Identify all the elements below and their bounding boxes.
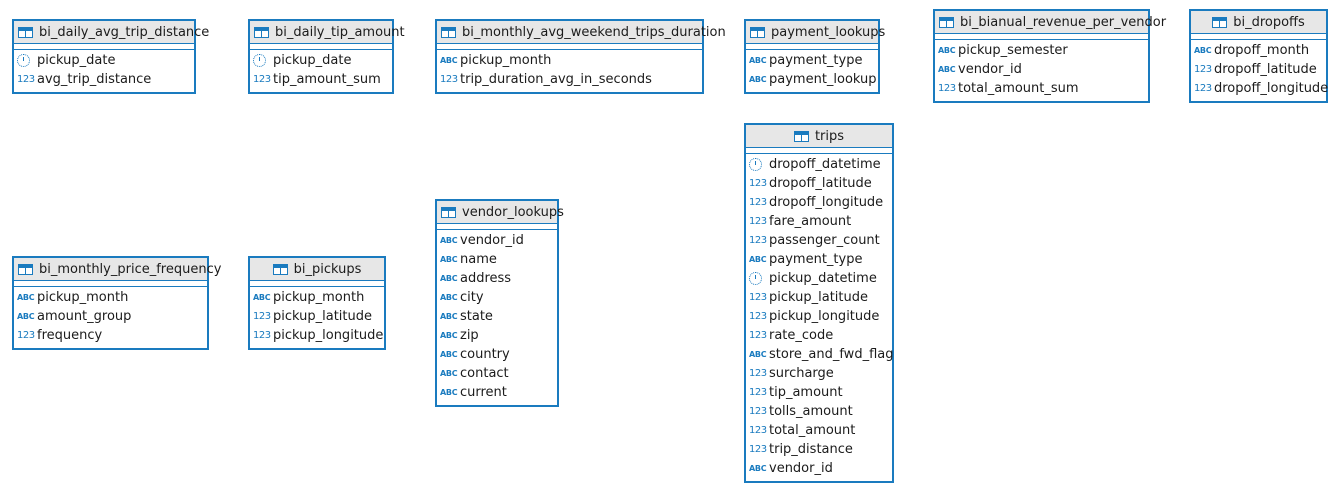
column-name: payment_type bbox=[769, 53, 863, 68]
column-list bbox=[935, 40, 1148, 101]
clock-icon bbox=[253, 54, 266, 67]
column-row[interactable] bbox=[746, 364, 892, 383]
column-row[interactable] bbox=[746, 383, 892, 402]
column-row[interactable] bbox=[746, 269, 892, 288]
datetime-type-icon bbox=[17, 54, 35, 67]
numeric-type-icon: 123 bbox=[17, 74, 35, 85]
text-type-icon: ABC bbox=[938, 46, 956, 55]
column-name: contact bbox=[460, 366, 509, 381]
column-name: tip_amount_sum bbox=[273, 72, 381, 87]
numeric-type-icon: 123 bbox=[749, 197, 767, 208]
column-row[interactable] bbox=[746, 421, 892, 440]
numeric-type-icon: 123 bbox=[938, 83, 956, 94]
column-row[interactable] bbox=[250, 326, 384, 345]
table-title: payment_lookups bbox=[771, 24, 886, 40]
column-name: dropoff_latitude bbox=[1214, 62, 1317, 77]
text-type-icon: ABC bbox=[440, 293, 458, 302]
column-row[interactable] bbox=[437, 51, 702, 70]
column-name: trip_duration_avg_in_seconds bbox=[460, 72, 652, 87]
entity-table-bi-dropoffs[interactable] bbox=[1189, 9, 1328, 103]
column-list bbox=[1191, 40, 1329, 101]
column-row[interactable] bbox=[746, 250, 892, 269]
column-row[interactable] bbox=[250, 70, 392, 89]
column-name: vendor_id bbox=[460, 233, 524, 248]
numeric-type-icon: 123 bbox=[749, 178, 767, 189]
column-list bbox=[437, 230, 557, 405]
text-type-icon: ABC bbox=[440, 350, 458, 359]
column-name: store_and_fwd_flag bbox=[769, 347, 894, 362]
column-row[interactable] bbox=[250, 288, 384, 307]
entity-table-bi-bianual-revenue-per-vendor[interactable] bbox=[933, 9, 1167, 103]
column-name: pickup_date bbox=[273, 53, 352, 68]
column-row[interactable] bbox=[746, 155, 892, 174]
column-name: trip_distance bbox=[769, 442, 853, 457]
numeric-type-icon: 123 bbox=[1194, 83, 1212, 94]
column-name: country bbox=[460, 347, 510, 362]
column-name: dropoff_longitude bbox=[769, 195, 884, 210]
numeric-type-icon: 123 bbox=[749, 444, 767, 455]
entity-table-bi-monthly-avg-weekend-trips-duration[interactable] bbox=[435, 19, 726, 94]
column-row[interactable] bbox=[437, 250, 557, 269]
numeric-type-icon: 123 bbox=[749, 330, 767, 341]
column-row[interactable] bbox=[437, 269, 557, 288]
column-name: address bbox=[460, 271, 512, 286]
column-name: payment_type bbox=[769, 252, 863, 267]
column-list bbox=[250, 50, 392, 92]
entity-table-bi-daily-tip-amount[interactable] bbox=[248, 19, 405, 94]
column-row[interactable] bbox=[746, 212, 892, 231]
column-name: amount_group bbox=[37, 309, 132, 324]
table-icon bbox=[794, 131, 809, 142]
column-row[interactable] bbox=[746, 459, 892, 478]
clock-icon bbox=[749, 158, 762, 171]
numeric-type-icon: 123 bbox=[749, 425, 767, 436]
numeric-type-icon: 123 bbox=[1194, 64, 1212, 75]
text-type-icon: ABC bbox=[440, 236, 458, 245]
numeric-type-icon: 123 bbox=[749, 216, 767, 227]
column-name: state bbox=[460, 309, 493, 324]
text-type-icon: ABC bbox=[749, 464, 767, 473]
entity-table-vendor-lookups[interactable] bbox=[435, 199, 564, 407]
text-type-icon: ABC bbox=[440, 312, 458, 321]
table-title: bi_pickups bbox=[293, 261, 362, 277]
column-name: pickup_semester bbox=[958, 43, 1068, 58]
column-row[interactable] bbox=[746, 288, 892, 307]
column-list bbox=[746, 50, 878, 92]
table-title: bi_monthly_avg_weekend_trips_duration bbox=[462, 24, 726, 40]
entity-table-bi-daily-avg-trip-distance[interactable] bbox=[12, 19, 210, 94]
column-name: pickup_datetime bbox=[769, 271, 877, 286]
table-title: bi_bianual_revenue_per_vendor bbox=[960, 14, 1167, 30]
text-type-icon: ABC bbox=[440, 331, 458, 340]
column-name: dropoff_longitude bbox=[1214, 81, 1329, 96]
column-row[interactable] bbox=[437, 364, 557, 383]
text-type-icon: ABC bbox=[440, 274, 458, 283]
column-row[interactable] bbox=[746, 402, 892, 421]
entity-table-bi-pickups[interactable] bbox=[248, 256, 386, 350]
numeric-type-icon: 123 bbox=[253, 330, 271, 341]
entity-table-trips[interactable] bbox=[744, 123, 894, 483]
text-type-icon: ABC bbox=[749, 255, 767, 264]
text-type-icon: ABC bbox=[749, 56, 767, 65]
numeric-type-icon: 123 bbox=[749, 387, 767, 398]
column-name: vendor_id bbox=[769, 461, 833, 476]
table-header[interactable] bbox=[250, 21, 405, 44]
table-icon bbox=[441, 27, 456, 38]
column-name: pickup_month bbox=[37, 290, 129, 305]
column-name: tolls_amount bbox=[769, 404, 853, 419]
numeric-type-icon: 123 bbox=[749, 292, 767, 303]
column-name: dropoff_month bbox=[1214, 43, 1310, 58]
column-list bbox=[746, 154, 892, 481]
table-title: trips bbox=[814, 128, 845, 144]
clock-icon bbox=[749, 272, 762, 285]
column-name: fare_amount bbox=[769, 214, 852, 229]
column-row[interactable] bbox=[1191, 79, 1329, 98]
table-header[interactable] bbox=[437, 21, 726, 44]
column-row[interactable] bbox=[437, 307, 557, 326]
column-name: tip_amount bbox=[769, 385, 843, 400]
table-icon bbox=[254, 27, 269, 38]
table-title: bi_daily_avg_trip_distance bbox=[39, 24, 210, 40]
column-row[interactable] bbox=[14, 70, 194, 89]
column-name: city bbox=[460, 290, 484, 305]
column-name: rate_code bbox=[769, 328, 834, 343]
numeric-type-icon: 123 bbox=[749, 406, 767, 417]
column-list bbox=[14, 50, 194, 92]
column-row[interactable] bbox=[14, 307, 207, 326]
table-icon bbox=[750, 27, 765, 38]
table-header[interactable] bbox=[935, 11, 1167, 34]
column-name: surcharge bbox=[769, 366, 834, 381]
column-row[interactable] bbox=[746, 345, 892, 364]
table-header[interactable] bbox=[746, 125, 892, 148]
column-row[interactable] bbox=[437, 345, 557, 364]
datetime-type-icon bbox=[253, 54, 271, 67]
table-header[interactable] bbox=[437, 201, 564, 224]
text-type-icon: ABC bbox=[17, 293, 35, 302]
column-list bbox=[250, 287, 384, 348]
column-row[interactable] bbox=[746, 307, 892, 326]
table-header[interactable] bbox=[14, 21, 210, 44]
table-icon bbox=[939, 17, 954, 28]
table-title: vendor_lookups bbox=[462, 204, 564, 220]
column-name: dropoff_latitude bbox=[769, 176, 872, 191]
column-row[interactable] bbox=[437, 383, 557, 402]
table-header[interactable] bbox=[14, 258, 222, 281]
column-name: payment_lookup bbox=[769, 72, 877, 87]
table-icon bbox=[1212, 17, 1227, 28]
datetime-type-icon bbox=[749, 272, 767, 285]
numeric-type-icon: 123 bbox=[749, 235, 767, 246]
column-list bbox=[437, 50, 702, 92]
column-name: pickup_date bbox=[37, 53, 116, 68]
column-name: passenger_count bbox=[769, 233, 880, 248]
text-type-icon: ABC bbox=[440, 369, 458, 378]
column-name: pickup_longitude bbox=[769, 309, 880, 324]
column-row[interactable] bbox=[935, 41, 1148, 60]
text-type-icon: ABC bbox=[17, 312, 35, 321]
column-row[interactable] bbox=[746, 231, 892, 250]
column-row[interactable] bbox=[746, 440, 892, 459]
column-row[interactable] bbox=[746, 174, 892, 193]
text-type-icon: ABC bbox=[440, 255, 458, 264]
column-row[interactable] bbox=[14, 51, 194, 70]
numeric-type-icon: 123 bbox=[440, 74, 458, 85]
numeric-type-icon: 123 bbox=[749, 368, 767, 379]
column-name: frequency bbox=[37, 328, 103, 343]
column-row[interactable] bbox=[437, 326, 557, 345]
column-row[interactable] bbox=[437, 288, 557, 307]
text-type-icon: ABC bbox=[749, 350, 767, 359]
table-header[interactable] bbox=[1191, 11, 1326, 34]
column-name: zip bbox=[460, 328, 479, 343]
column-name: current bbox=[460, 385, 507, 400]
datetime-type-icon bbox=[749, 158, 767, 171]
column-name: dropoff_datetime bbox=[769, 157, 881, 172]
column-row[interactable] bbox=[14, 288, 207, 307]
column-name: pickup_month bbox=[273, 290, 365, 305]
table-title: bi_dropoffs bbox=[1233, 14, 1305, 30]
table-header[interactable] bbox=[250, 258, 384, 281]
column-row[interactable] bbox=[935, 79, 1148, 98]
numeric-type-icon: 123 bbox=[253, 311, 271, 322]
column-name: total_amount_sum bbox=[958, 81, 1079, 96]
table-icon bbox=[441, 207, 456, 218]
column-list bbox=[14, 287, 207, 348]
table-header[interactable] bbox=[746, 21, 886, 44]
numeric-type-icon: 123 bbox=[17, 330, 35, 341]
clock-icon bbox=[17, 54, 30, 67]
column-name: avg_trip_distance bbox=[37, 72, 152, 87]
column-row[interactable] bbox=[746, 70, 878, 89]
table-title: bi_monthly_price_frequency bbox=[39, 261, 222, 277]
table-icon bbox=[273, 264, 288, 275]
column-row[interactable] bbox=[746, 326, 892, 345]
text-type-icon: ABC bbox=[749, 75, 767, 84]
table-icon bbox=[18, 27, 33, 38]
text-type-icon: ABC bbox=[253, 293, 271, 302]
entity-table-payment-lookups[interactable] bbox=[744, 19, 886, 94]
column-row[interactable] bbox=[935, 60, 1148, 79]
column-row[interactable] bbox=[14, 326, 207, 345]
text-type-icon: ABC bbox=[440, 388, 458, 397]
column-name: pickup_month bbox=[460, 53, 552, 68]
column-row[interactable] bbox=[250, 307, 384, 326]
column-row[interactable] bbox=[250, 51, 392, 70]
column-row[interactable] bbox=[1191, 60, 1326, 79]
text-type-icon: ABC bbox=[938, 65, 956, 74]
numeric-type-icon: 123 bbox=[749, 311, 767, 322]
numeric-type-icon: 123 bbox=[253, 74, 271, 85]
entity-table-bi-monthly-price-frequency[interactable] bbox=[12, 256, 222, 350]
column-name: pickup_latitude bbox=[273, 309, 373, 324]
column-row[interactable] bbox=[1191, 41, 1326, 60]
column-row[interactable] bbox=[437, 70, 702, 89]
column-name: total_amount bbox=[769, 423, 856, 438]
column-name: name bbox=[460, 252, 497, 267]
column-name: pickup_longitude bbox=[273, 328, 384, 343]
text-type-icon: ABC bbox=[1194, 46, 1212, 55]
table-title: bi_daily_tip_amount bbox=[275, 24, 405, 40]
column-row[interactable] bbox=[437, 231, 557, 250]
text-type-icon: ABC bbox=[440, 56, 458, 65]
column-name: pickup_latitude bbox=[769, 290, 869, 305]
column-row[interactable] bbox=[746, 51, 878, 70]
column-name: vendor_id bbox=[958, 62, 1022, 77]
column-row[interactable] bbox=[746, 193, 892, 212]
table-icon bbox=[18, 264, 33, 275]
